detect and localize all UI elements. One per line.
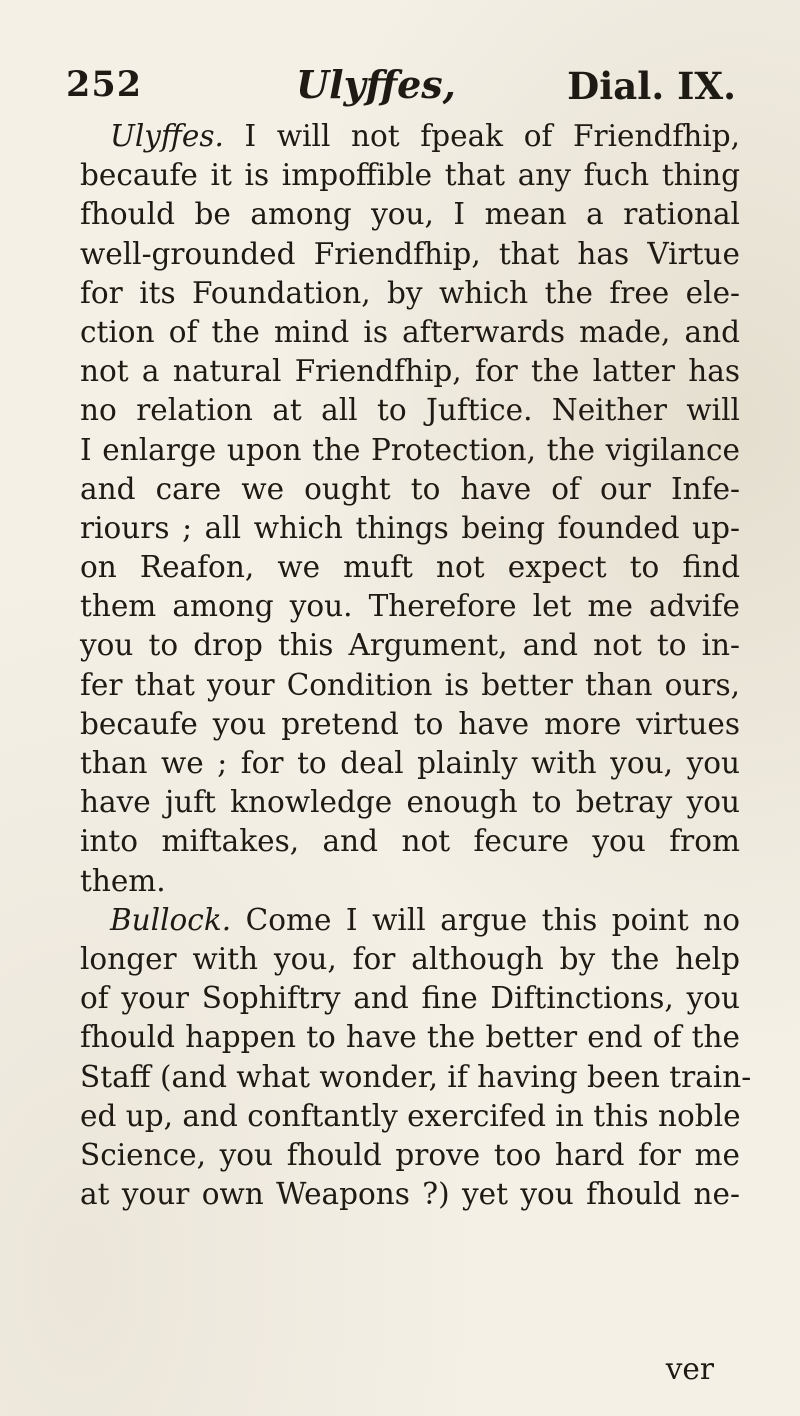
text-line: riours ; all which things being founded up- (80, 510, 740, 545)
text-line: of your Sophiftry and fine Diftinctions, you (80, 981, 740, 1016)
text-line: have juft knowledge enough to betray you (80, 785, 740, 820)
text-line: longer with you, for although by the help (80, 941, 740, 976)
text-line: well-grounded Friendfhip, that has Virtue (80, 236, 740, 271)
text-line: on Reafon, we muft not expect to find (80, 550, 740, 585)
text-line: ed up, and conftantly exercifed in this noble (80, 1098, 741, 1133)
running-header (66, 60, 736, 110)
running-title: Ulyffes, (296, 62, 456, 107)
page-number: 252 (66, 64, 143, 105)
text-line: fer that your Condition is better than ours, (80, 667, 740, 702)
speaker-name: Ulyffes. (110, 119, 224, 153)
text-line: no relation at all to Juftice. Neither will (80, 393, 740, 428)
text-line: ction of the mind is afterwards made, and (80, 314, 740, 349)
paragraph-1-first-line (80, 117, 740, 156)
text-line: Staff (and what wonder, if having been train- (80, 1059, 752, 1094)
dialogue-reference: Dial. IX. (567, 64, 736, 108)
body-text (80, 117, 752, 1214)
text-line: for its Foundation, by which the free ele- (80, 275, 740, 310)
text-line: into miftakes, and not fecure you from (80, 824, 740, 859)
text-line: Science, you fhould prove too hard for me (80, 1137, 740, 1172)
text-line: than we ; for to deal plainly with you, you (80, 746, 740, 780)
catchword: ver (665, 1352, 714, 1386)
line-text: Come I will argue this point no (231, 902, 740, 937)
text-line: at your own Weapons ?) yet you fhould ne- (80, 1177, 740, 1212)
text-line: becaufe it is impoffible that any fuch thing (80, 158, 740, 193)
text-line: becaufe you pretend to have more virtues (80, 706, 740, 741)
text-line: you to drop this Argument, and not to in- (80, 628, 740, 663)
text-line: and care we ought to have of our Infe- (80, 471, 740, 506)
text-line: I enlarge upon the Protection, the vigilance (80, 432, 740, 467)
paragraph-2-first-line (80, 901, 740, 940)
text-line: them among you. Therefore let me advife (80, 589, 740, 624)
text-line: fhould happen to have the better end of the (80, 1020, 740, 1055)
text-line: not a natural Friendfhip, for the latter has (80, 354, 740, 389)
text-line: them. (80, 863, 166, 898)
speaker-name: Bullock. (110, 902, 232, 937)
text-line: fhould be among you, I mean a rational (80, 197, 740, 232)
line-text: I will not fpeak of Friendfhip, (223, 119, 740, 153)
